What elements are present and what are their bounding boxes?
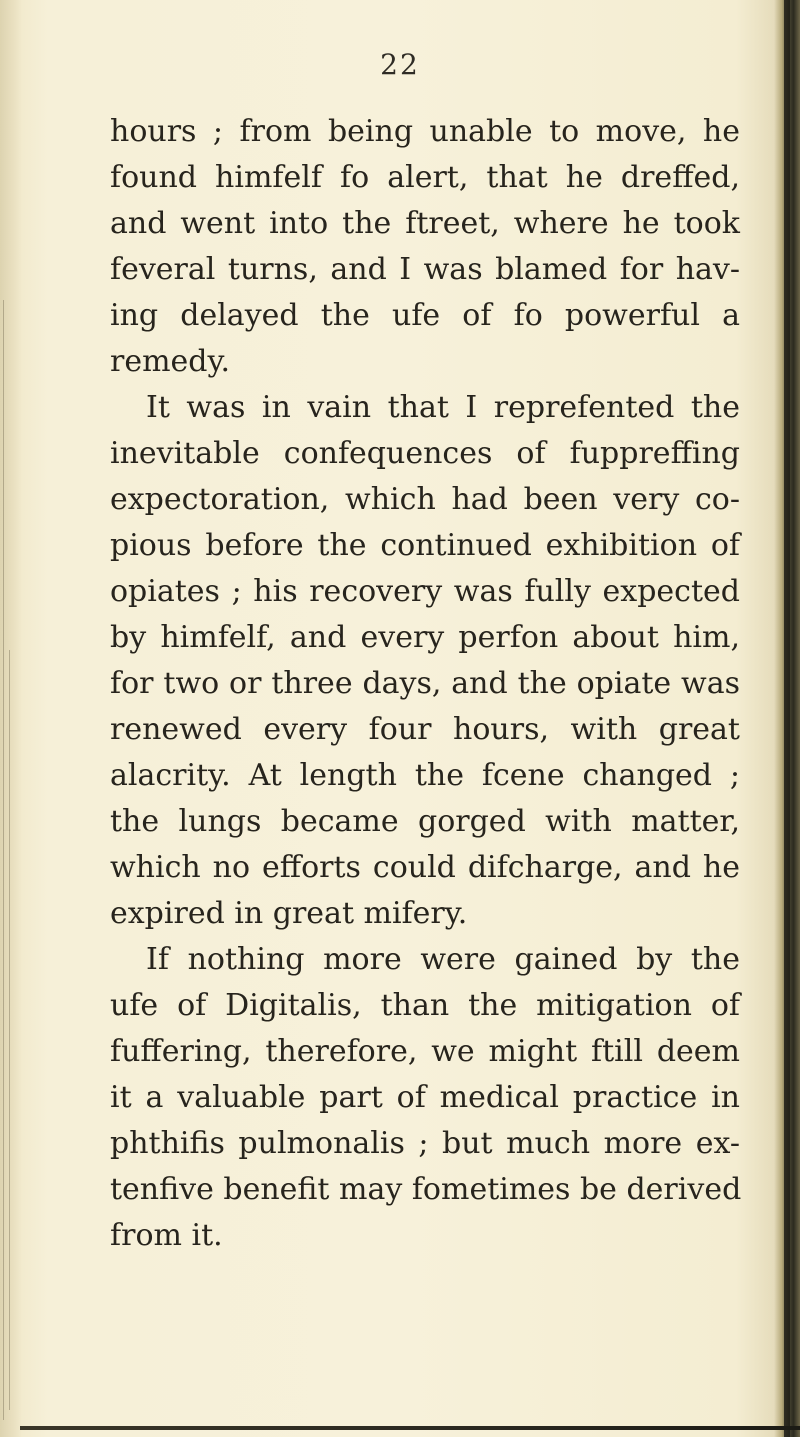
text-line: tenfive benefit may fometimes be derived bbox=[110, 1172, 742, 1207]
text-line: expectoration, which had been very co- bbox=[110, 482, 740, 517]
text-line: renewed every four hours, with great bbox=[110, 712, 740, 747]
text-line: which no efforts could difcharge, and he bbox=[110, 850, 740, 885]
page-number: 22 bbox=[380, 48, 420, 81]
text-line: and went into the ftreet, where he took bbox=[110, 206, 740, 241]
text-line: ing delayed the ufe of fo powerful a bbox=[110, 298, 740, 333]
text-line: phthifis pulmonalis ; but much more ex- bbox=[110, 1126, 740, 1161]
text-line: opiates ; his recovery was fully expected bbox=[110, 574, 740, 609]
text-line: alacrity. At length the fcene changed ; bbox=[110, 758, 740, 793]
text-line: fuffering, therefore, we might ftill deem bbox=[110, 1034, 740, 1069]
text-line: by himfelf, and every perfon about him, bbox=[110, 620, 740, 655]
text-line: inevitable confequences of fuppreffing bbox=[110, 436, 740, 471]
bottom-edge-rule bbox=[20, 1426, 800, 1430]
text-line: feveral turns, and I was blamed for hav- bbox=[110, 252, 740, 287]
text-line: remedy. bbox=[110, 344, 230, 379]
text-line: hours ; from being unable to move, he bbox=[110, 114, 740, 149]
left-edge-line bbox=[3, 300, 4, 1420]
text-line: it a valuable part of medical practice in bbox=[110, 1080, 740, 1115]
text-line: pious before the continued exhibition of bbox=[110, 528, 740, 563]
right-page-edge-dark bbox=[784, 0, 790, 1437]
text-line: from it. bbox=[110, 1218, 223, 1253]
left-edge-line bbox=[9, 650, 10, 1410]
text-line: for two or three days, and the opiate was bbox=[110, 666, 740, 701]
text-line: the lungs became gorged with matter, bbox=[110, 804, 740, 839]
text-line: ufe of Digitalis, than the mitigation of bbox=[110, 988, 740, 1023]
text-line: expired in great mifery. bbox=[110, 896, 468, 931]
text-line: found himfelf fo alert, that he dreffed, bbox=[110, 160, 740, 195]
text-line: If nothing more were gained by the bbox=[146, 942, 740, 977]
text-line: It was in vain that I reprefented the bbox=[146, 390, 740, 425]
